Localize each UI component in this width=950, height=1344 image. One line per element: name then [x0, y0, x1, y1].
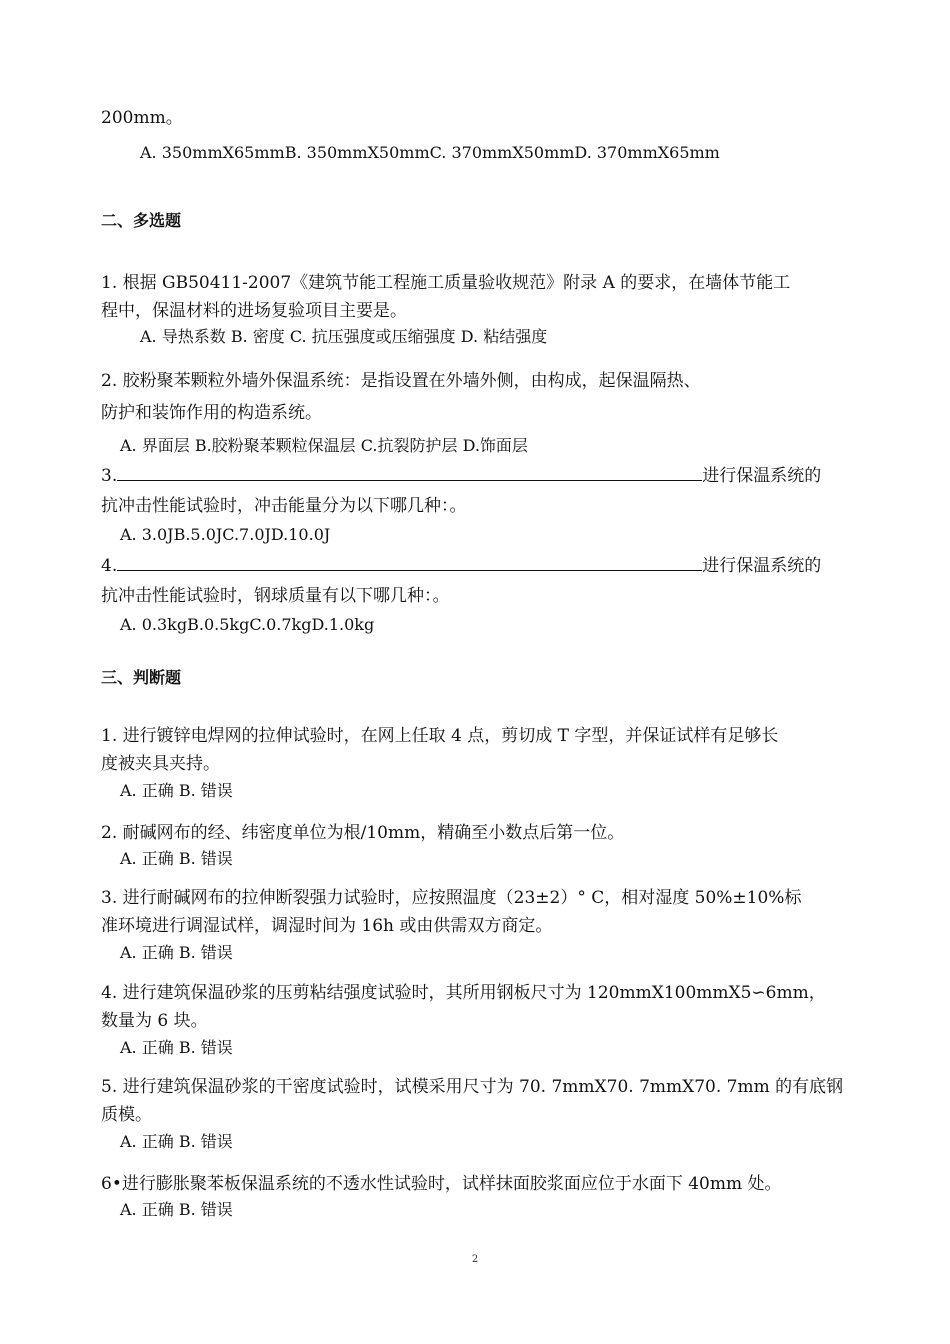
answer-options: A. 3.0JB.5.0JC.7.0JD.10.0J [120, 525, 331, 544]
answer-options: A. 正确 B. 错误 [120, 1132, 233, 1151]
question-text: 防护和装饰作用的构造系统。 [101, 403, 322, 423]
question-text-tail: 进行保温系统的 [702, 556, 822, 576]
question-text: 数量为 6 块。 [101, 1011, 208, 1031]
question-continuation: 200mm。 [101, 108, 183, 128]
question-text: 程中，保温材料的进场复验项目主要是。 [101, 301, 407, 321]
section-title-true-false: 三、判断题 [101, 668, 182, 687]
answer-options: A. 正确 B. 错误 [120, 781, 233, 800]
question-text-tail: 进行保温系统的 [702, 466, 822, 486]
question-text: 2. 耐碱网布的经、纬密度单位为根/10mm，精确至小数点后第一位。 [101, 823, 625, 843]
answer-options: A. 导热系数 B. 密度 C. 抗压强度或压缩强度 D. 粘结强度 [140, 327, 548, 346]
question-number: 4. [101, 556, 118, 576]
question-text: 3. 进行耐碱网布的拉伸断裂强力试验时，应按照温度（23±2）° C，相对湿度 50%±10%标 [101, 888, 802, 908]
fill-in-blank-line [117, 554, 702, 571]
answer-options: A. 正确 B. 错误 [120, 1038, 233, 1057]
question-text: 抗冲击性能试验时，钢球质量有以下哪几种：。 [101, 586, 450, 606]
question-text: 4. 进行建筑保温砂浆的压剪粘结强度试验时，其所用钢板尺寸为 120mmX100mmX5∽6mm， [101, 983, 826, 1003]
page-number: 2 [471, 1254, 479, 1265]
question-text: 5. 进行建筑保温砂浆的干密度试验时，试模采用尺寸为 70. 7mmX70. 7mmX70. 7mm 的有底钢 [101, 1077, 844, 1097]
question-text [101, 464, 821, 487]
fill-in-blank-line [117, 464, 702, 481]
answer-options: A. 正确 B. 错误 [120, 1200, 233, 1219]
answer-options: A. 界面层 B.胶粉聚苯颗粒保温层 C.抗裂防护层 D.饰面层 [120, 436, 528, 455]
question-text: 度被夹具夹持。 [101, 754, 220, 774]
answer-options: A. 350mmX65mmB. 350mmX50mmC. 370mmX50mmD. 370mmX65mm [140, 143, 720, 162]
question-text: 1. 进行镀锌电焊网的拉伸试验时，在网上任取 4 点，剪切成 T 字型，并保证试样有足够长 [101, 726, 779, 746]
answer-options: A. 0.3kgB.0.5kgC.0.7kgD.1.0kg [120, 615, 375, 634]
question-text: 抗冲击性能试验时，冲击能量分为以下哪几种：。 [101, 496, 467, 516]
question-text: 质模。 [101, 1105, 152, 1125]
answer-options: A. 正确 B. 错误 [120, 943, 233, 962]
question-text: 6•进行膨胀聚苯板保温系统的不透水性试验时，试样抹面胶浆面应位于水面下 40mm 处。 [101, 1174, 782, 1194]
question-text: 1. 根据 GB50411-2007《建筑节能工程施工质量验收规范》附录 A 的要求，在墙体节能工 [101, 273, 791, 293]
question-number: 3. [101, 466, 118, 486]
question-text: 准环境进行调湿试样，调湿时间为 16h 或由供需双方商定。 [101, 916, 553, 936]
answer-options: A. 正确 B. 错误 [120, 849, 233, 868]
question-text: 2. 胶粉聚苯颗粒外墙外保温系统：是指设置在外墙外侧，由构成，起保温隔热、 [101, 371, 701, 391]
question-text [101, 554, 821, 577]
section-title-multiple-choice: 二、多选题 [101, 211, 182, 230]
